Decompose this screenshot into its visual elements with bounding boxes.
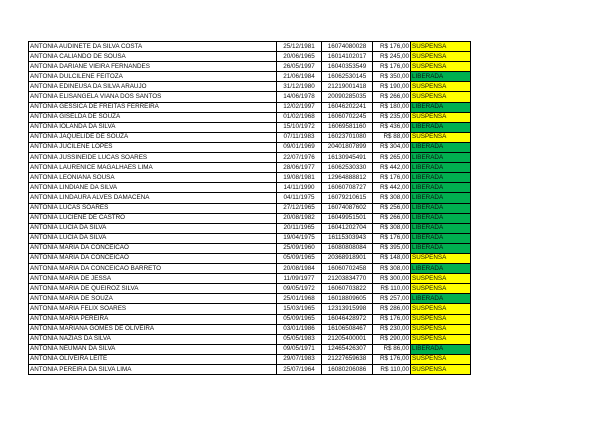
name-cell: ANTONIA PEREIRA DA SILVA LIMA (29, 365, 277, 375)
status-cell: LIBERADA (411, 193, 471, 203)
status-cell: LIBERADA (411, 344, 471, 354)
value-cell: R$ 436,00 (373, 122, 411, 132)
date-cell: 25/12/1981 (277, 42, 322, 52)
value-cell: R$ 395,00 (373, 243, 411, 253)
date-cell: 31/12/1980 (277, 82, 322, 92)
status-cell: LIBERADA (411, 233, 471, 243)
id-number-cell: 16080206086 (322, 365, 373, 375)
value-cell: R$ 176,00 (373, 42, 411, 52)
table-body (29, 42, 471, 375)
name-cell: ANTONIA GISELDA DE SOUZA (29, 112, 277, 122)
value-cell: R$ 245,00 (373, 52, 411, 62)
date-cell: 25/09/1960 (277, 243, 322, 253)
name-cell: ANTONIA EDINEUSA DA SILVA ARAUJO (29, 82, 277, 92)
date-cell: 14/11/1990 (277, 183, 322, 193)
status-cell: LIBERADA (411, 243, 471, 253)
value-cell: R$ 176,00 (373, 354, 411, 364)
table-row (29, 365, 471, 375)
id-number-cell: 21203834770 (322, 274, 373, 284)
id-number-cell: 16074080028 (322, 42, 373, 52)
status-cell: SUSPENSA (411, 314, 471, 324)
status-cell: SUSPENSA (411, 112, 471, 122)
date-cell: 27/12/1965 (277, 203, 322, 213)
status-cell: LIBERADA (411, 173, 471, 183)
date-cell: 26/05/1997 (277, 62, 322, 72)
value-cell: R$ 176,00 (373, 62, 411, 72)
table-row (29, 213, 471, 223)
date-cell: 20/11/1965 (277, 223, 322, 233)
name-cell: ANTONIA LEONIANA SOUSA (29, 173, 277, 183)
name-cell: ANTONIA NAZIAS DA SILVA (29, 334, 277, 344)
id-number-cell: 16106508467 (322, 324, 373, 334)
status-cell: SUSPENSA (411, 274, 471, 284)
table-row (29, 142, 471, 152)
id-number-cell: 16046202241 (322, 102, 373, 112)
value-cell: R$ 442,00 (373, 163, 411, 173)
id-number-cell: 16060702245 (322, 112, 373, 122)
status-cell: LIBERADA (411, 122, 471, 132)
value-cell: R$ 110,00 (373, 284, 411, 294)
date-cell: 01/02/1968 (277, 112, 322, 122)
id-number-cell: 16018809605 (322, 294, 373, 304)
date-cell: 09/05/1971 (277, 344, 322, 354)
id-number-cell: 21205400001 (322, 334, 373, 344)
status-cell: SUSPENSA (411, 354, 471, 364)
id-number-cell: 16060702458 (322, 264, 373, 274)
status-cell: SUSPENSA (411, 253, 471, 263)
status-cell: SUSPENSA (411, 365, 471, 375)
table-row (29, 203, 471, 213)
name-cell: ANTONIA LUCIA DA SILVA (29, 233, 277, 243)
id-number-cell: 16060703822 (322, 284, 373, 294)
name-cell: ANTONIA MARIA DA CONCEICAO BARRETO (29, 264, 277, 274)
date-cell: 19/04/1975 (277, 233, 322, 243)
value-cell: R$ 304,00 (373, 142, 411, 152)
name-cell: ANTONIA GESSICA DE FREITAS FERREIRA (29, 102, 277, 112)
table-row (29, 264, 471, 274)
table-row (29, 354, 471, 364)
value-cell: R$ 88,00 (373, 132, 411, 142)
date-cell: 21/06/1984 (277, 72, 322, 82)
table-row (29, 62, 471, 72)
value-cell: R$ 110,00 (373, 365, 411, 375)
table-row (29, 92, 471, 102)
status-cell: SUSPENSA (411, 82, 471, 92)
status-cell: LIBERADA (411, 102, 471, 112)
status-cell: LIBERADA (411, 142, 471, 152)
status-cell: LIBERADA (411, 223, 471, 233)
date-cell: 20/08/1982 (277, 213, 322, 223)
table-row (29, 183, 471, 193)
id-number-cell: 16049951501 (322, 213, 373, 223)
table-row (29, 304, 471, 314)
status-cell: SUSPENSA (411, 92, 471, 102)
id-number-cell: 16080808084 (322, 243, 373, 253)
value-cell: R$ 180,00 (373, 102, 411, 112)
value-cell: R$ 148,00 (373, 253, 411, 263)
value-cell: R$ 230,00 (373, 324, 411, 334)
name-cell: ANTONIA JAQUELIDE DE SOUZA (29, 132, 277, 142)
value-cell: R$ 350,00 (373, 72, 411, 82)
name-cell: ANTONIA ELISANGELA VIANA DOS SANTOS (29, 92, 277, 102)
id-number-cell: 16130945491 (322, 153, 373, 163)
name-cell: ANTONIA MARIA DE QUEIROZ SILVA (29, 284, 277, 294)
table-row (29, 274, 471, 284)
name-cell: ANTONIA JUSSINEIDE LUCAS SOARES (29, 153, 277, 163)
date-cell: 15/03/1965 (277, 304, 322, 314)
name-cell: ANTONIA LUCIENE DE CASTRO (29, 213, 277, 223)
status-cell: SUSPENSA (411, 304, 471, 314)
date-cell: 14/06/1978 (277, 92, 322, 102)
value-cell: R$ 286,00 (373, 304, 411, 314)
id-number-cell: 16115303943 (322, 233, 373, 243)
status-cell: LIBERADA (411, 72, 471, 82)
value-cell: R$ 235,00 (373, 112, 411, 122)
table-row (29, 153, 471, 163)
name-cell: ANTONIA MARIA DE JESSA (29, 274, 277, 284)
value-cell: R$ 256,00 (373, 203, 411, 213)
table-row (29, 294, 471, 304)
status-cell: SUSPENSA (411, 324, 471, 334)
name-cell: ANTONIA LINDAURA ALVES DAMACENA (29, 193, 277, 203)
date-cell: 20/08/1984 (277, 264, 322, 274)
id-number-cell: 16074087602 (322, 203, 373, 213)
table-row (29, 243, 471, 253)
status-cell: LIBERADA (411, 264, 471, 274)
name-cell: ANTONIA MARIA DA CONCEICAO (29, 243, 277, 253)
table-row (29, 42, 471, 52)
id-number-cell: 16079210615 (322, 193, 373, 203)
date-cell: 05/09/1965 (277, 253, 322, 263)
status-cell: LIBERADA (411, 153, 471, 163)
table-row (29, 52, 471, 62)
name-cell: ANTONIA IOLANDA DA SILVA (29, 122, 277, 132)
date-cell: 04/11/1975 (277, 193, 322, 203)
value-cell: R$ 266,00 (373, 213, 411, 223)
date-cell: 07/11/1983 (277, 132, 322, 142)
date-cell: 05/05/1983 (277, 334, 322, 344)
id-number-cell: 16062530330 (322, 163, 373, 173)
status-cell: LIBERADA (411, 203, 471, 213)
id-number-cell: 16023701080 (322, 132, 373, 142)
table-row (29, 334, 471, 344)
value-cell: R$ 442,00 (373, 183, 411, 193)
status-cell: SUSPENSA (411, 52, 471, 62)
status-cell: SUSPENSA (411, 284, 471, 294)
id-number-cell: 16040353549 (322, 62, 373, 72)
name-cell: ANTONIA LUCAS SOARES (29, 203, 277, 213)
value-cell: R$ 176,00 (373, 173, 411, 183)
table-row (29, 233, 471, 243)
table-row (29, 112, 471, 122)
date-cell: 09/01/1969 (277, 142, 322, 152)
name-cell: ANTONIA MARIA DA CONCEICAO (29, 253, 277, 263)
name-cell: ANTONIA OLIVEIRA LEITE (29, 354, 277, 364)
table-row (29, 72, 471, 82)
value-cell: R$ 266,00 (373, 92, 411, 102)
table-row (29, 193, 471, 203)
name-cell: ANTONIA LAURENICE MAGALHAES LIMA (29, 163, 277, 173)
status-cell: SUSPENSA (411, 62, 471, 72)
status-cell: SUSPENSA (411, 334, 471, 344)
date-cell: 12/02/1997 (277, 102, 322, 112)
date-cell: 15/10/1972 (277, 122, 322, 132)
id-number-cell: 12313915998 (322, 304, 373, 314)
value-cell: R$ 265,00 (373, 153, 411, 163)
beneficiary-table (28, 41, 471, 375)
name-cell: ANTONIA NEUMAN DA SILVA (29, 344, 277, 354)
table-row (29, 173, 471, 183)
table-row (29, 82, 471, 92)
name-cell: ANTONIA MARIA PEREIRA (29, 314, 277, 324)
value-cell: R$ 308,00 (373, 223, 411, 233)
date-cell: 09/05/1972 (277, 284, 322, 294)
value-cell: R$ 176,00 (373, 314, 411, 324)
table-row (29, 344, 471, 354)
table-row (29, 253, 471, 263)
date-cell: 25/07/1964 (277, 365, 322, 375)
value-cell: R$ 308,00 (373, 193, 411, 203)
table-row (29, 122, 471, 132)
status-cell: SUSPENSA (411, 42, 471, 52)
id-number-cell: 20090285035 (322, 92, 373, 102)
date-cell: 25/01/1968 (277, 294, 322, 304)
name-cell: ANTONIA DULCILENE FEITOZA (29, 72, 277, 82)
value-cell: R$ 257,00 (373, 294, 411, 304)
date-cell: 29/07/1983 (277, 354, 322, 364)
date-cell: 11/09/1977 (277, 274, 322, 284)
status-cell: SUSPENSA (411, 132, 471, 142)
name-cell: ANTONIA LUCIA DA SILVA (29, 223, 277, 233)
table-row (29, 223, 471, 233)
status-cell: LIBERADA (411, 213, 471, 223)
name-cell: ANTONIA DARIANE VIEIRA FERNANDES (29, 62, 277, 72)
id-number-cell: 20401807899 (322, 142, 373, 152)
name-cell: ANTONIA MARIA DE SOUZA (29, 294, 277, 304)
table-row (29, 314, 471, 324)
table-row (29, 132, 471, 142)
value-cell: R$ 290,00 (373, 334, 411, 344)
id-number-cell: 16062530145 (322, 72, 373, 82)
id-number-cell: 21219001418 (322, 82, 373, 92)
name-cell: ANTONIA MARIA FELIX SOARES (29, 304, 277, 314)
id-number-cell: 16069581160 (322, 122, 373, 132)
id-number-cell: 21227659638 (322, 354, 373, 364)
date-cell: 22/07/1976 (277, 153, 322, 163)
name-cell: ANTONIA MARIANA GOMES DE OLIVEIRA (29, 324, 277, 334)
name-cell: ANTONIA JUCILENE LOPES (29, 142, 277, 152)
value-cell: R$ 176,00 (373, 233, 411, 243)
id-number-cell: 16060708727 (322, 183, 373, 193)
id-number-cell: 12964888812 (322, 173, 373, 183)
value-cell: R$ 190,00 (373, 82, 411, 92)
name-cell: ANTONIA CALIANDO DE SOUSA (29, 52, 277, 62)
value-cell: R$ 300,00 (373, 274, 411, 284)
table-row (29, 163, 471, 173)
status-cell: LIBERADA (411, 294, 471, 304)
id-number-cell: 16014102017 (322, 52, 373, 62)
id-number-cell: 20368918901 (322, 253, 373, 263)
table-row (29, 284, 471, 294)
name-cell: ANTONIA LINDIANE DA SILVA (29, 183, 277, 193)
status-cell: LIBERADA (411, 183, 471, 193)
status-cell: LIBERADA (411, 163, 471, 173)
id-number-cell: 16046428972 (322, 314, 373, 324)
date-cell: 28/06/1977 (277, 163, 322, 173)
id-number-cell: 12465426307 (322, 344, 373, 354)
value-cell: R$ 308,00 (373, 264, 411, 274)
date-cell: 19/08/1981 (277, 173, 322, 183)
date-cell: 03/01/1986 (277, 324, 322, 334)
date-cell: 05/09/1965 (277, 314, 322, 324)
name-cell: ANTONIA AUDINETE DA SILVA COSTA (29, 42, 277, 52)
table-row (29, 102, 471, 112)
id-number-cell: 16041202704 (322, 223, 373, 233)
value-cell: R$ 86,00 (373, 344, 411, 354)
date-cell: 20/06/1965 (277, 52, 322, 62)
table-row (29, 324, 471, 334)
